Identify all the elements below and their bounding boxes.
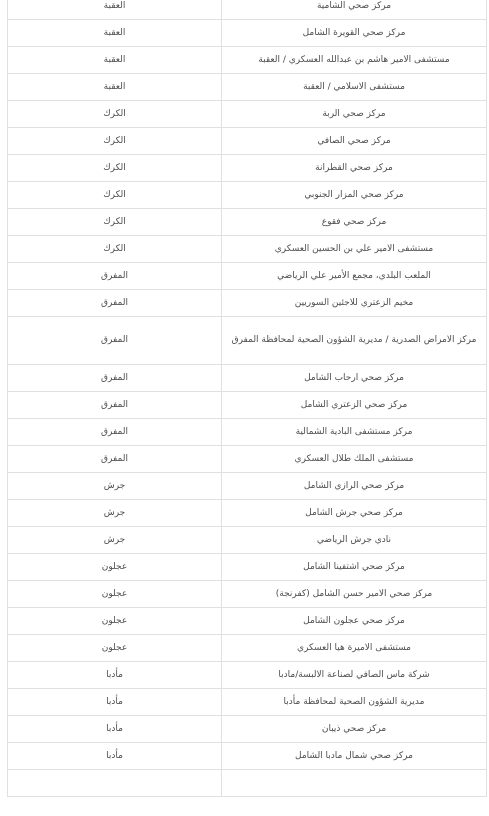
governorate-cell: مأدبا <box>8 716 222 743</box>
table-row <box>8 155 487 182</box>
vaccination-centers-table <box>7 0 487 797</box>
governorate-cell: المفرق <box>8 290 222 317</box>
center-name-cell: مركز صحي عجلون الشامل <box>222 608 487 635</box>
center-name-cell: مركز صحي ارحاب الشامل <box>222 365 487 392</box>
table-row <box>8 101 487 128</box>
center-name-cell: مركز صحي الزعتري الشامل <box>222 392 487 419</box>
center-name-cell: مركز صحي الامير حسن الشامل (كفرنجة) <box>222 581 487 608</box>
table-row <box>8 128 487 155</box>
center-name-cell: مستشفى الاميرة هيا العسكري <box>222 635 487 662</box>
governorate-cell: العقبة <box>8 20 222 47</box>
center-name-cell: مستشفى الملك طلال العسكري <box>222 446 487 473</box>
center-name-cell: مستشفى الامير علي بن الحسين العسكري <box>222 236 487 263</box>
table-row <box>8 500 487 527</box>
governorate-cell: عجلون <box>8 608 222 635</box>
governorate-cell: عجلون <box>8 581 222 608</box>
table-row <box>8 263 487 290</box>
center-name-cell: مخيم الزعتري للاجئين السوريين <box>222 290 487 317</box>
center-name-cell: مركز صحي القطرانة <box>222 155 487 182</box>
table-row <box>8 662 487 689</box>
table-row <box>8 365 487 392</box>
governorate-cell <box>8 770 222 797</box>
center-name-cell: مركز صحي المزار الجنوبي <box>222 182 487 209</box>
table-row <box>8 554 487 581</box>
governorate-cell: مأدبا <box>8 743 222 770</box>
table-row <box>8 20 487 47</box>
table-row <box>8 527 487 554</box>
governorate-cell: عجلون <box>8 635 222 662</box>
table-row <box>8 770 487 797</box>
center-name-cell: مستشفى الاسلامي / العقبة <box>222 74 487 101</box>
governorate-cell: العقبة <box>8 74 222 101</box>
center-name-cell: نادي جرش الرياضي <box>222 527 487 554</box>
governorate-cell: العقبة <box>8 47 222 74</box>
table-row <box>8 392 487 419</box>
governorate-cell: المفرق <box>8 446 222 473</box>
table-row <box>8 473 487 500</box>
table-row <box>8 689 487 716</box>
center-name-cell: مركز صحي الربة <box>222 101 487 128</box>
center-name-cell: مركز صحي الشامية <box>222 0 487 20</box>
table-body <box>8 0 487 797</box>
table-row <box>8 209 487 236</box>
table-row <box>8 182 487 209</box>
table-row <box>8 608 487 635</box>
governorate-cell: المفرق <box>8 317 222 365</box>
governorate-cell: جرش <box>8 500 222 527</box>
center-name-cell: مركز صحي فقوع <box>222 209 487 236</box>
center-name-cell: مركز مستشفى البادية الشمالية <box>222 419 487 446</box>
center-name-cell: مديرية الشؤون الصحية لمحافظة مأدبا <box>222 689 487 716</box>
center-name-cell: مركز صحي الصافي <box>222 128 487 155</box>
center-name-cell: مركز صحي شمال مادبا الشامل <box>222 743 487 770</box>
governorate-cell: عجلون <box>8 554 222 581</box>
table-row <box>8 74 487 101</box>
table-row <box>8 743 487 770</box>
governorate-cell: جرش <box>8 473 222 500</box>
governorate-cell: المفرق <box>8 263 222 290</box>
governorate-cell: الكرك <box>8 236 222 263</box>
table-row <box>8 236 487 263</box>
center-name-cell: مركز الامراض الصدرية / مديرية الشؤون الصحية لمحافظة المفرق <box>222 317 487 365</box>
governorate-cell: المفرق <box>8 392 222 419</box>
center-name-cell: مركز صحي جرش الشامل <box>222 500 487 527</box>
governorate-cell: الكرك <box>8 101 222 128</box>
governorate-cell: المفرق <box>8 419 222 446</box>
center-name-cell: شركة ماس الصافي لصناعة الالبسة/مادبا <box>222 662 487 689</box>
table-row <box>8 0 487 20</box>
center-name-cell: مركز صحي ذيبان <box>222 716 487 743</box>
governorate-cell: المفرق <box>8 365 222 392</box>
table-row <box>8 419 487 446</box>
governorate-cell: الكرك <box>8 209 222 236</box>
governorate-cell: جرش <box>8 527 222 554</box>
table-row <box>8 317 487 365</box>
centers-table-container <box>7 0 486 797</box>
center-name-cell: الملعب البلدي، مجمع الأمير علي الرياضي <box>222 263 487 290</box>
governorate-cell: الكرك <box>8 128 222 155</box>
table-row <box>8 290 487 317</box>
center-name-cell <box>222 770 487 797</box>
governorate-cell: مأدبا <box>8 662 222 689</box>
center-name-cell: مركز صحي القويرة الشامل <box>222 20 487 47</box>
center-name-cell: مركز صحي اشتفينا الشامل <box>222 554 487 581</box>
governorate-cell: الكرك <box>8 155 222 182</box>
table-row <box>8 581 487 608</box>
table-row <box>8 716 487 743</box>
governorate-cell: العقبة <box>8 0 222 20</box>
governorate-cell: مأدبا <box>8 689 222 716</box>
table-row <box>8 635 487 662</box>
table-row <box>8 446 487 473</box>
center-name-cell: مستشفى الامير هاشم بن عبدالله العسكري / العقبة <box>222 47 487 74</box>
governorate-cell: الكرك <box>8 182 222 209</box>
table-row <box>8 47 487 74</box>
center-name-cell: مركز صحي الرازي الشامل <box>222 473 487 500</box>
